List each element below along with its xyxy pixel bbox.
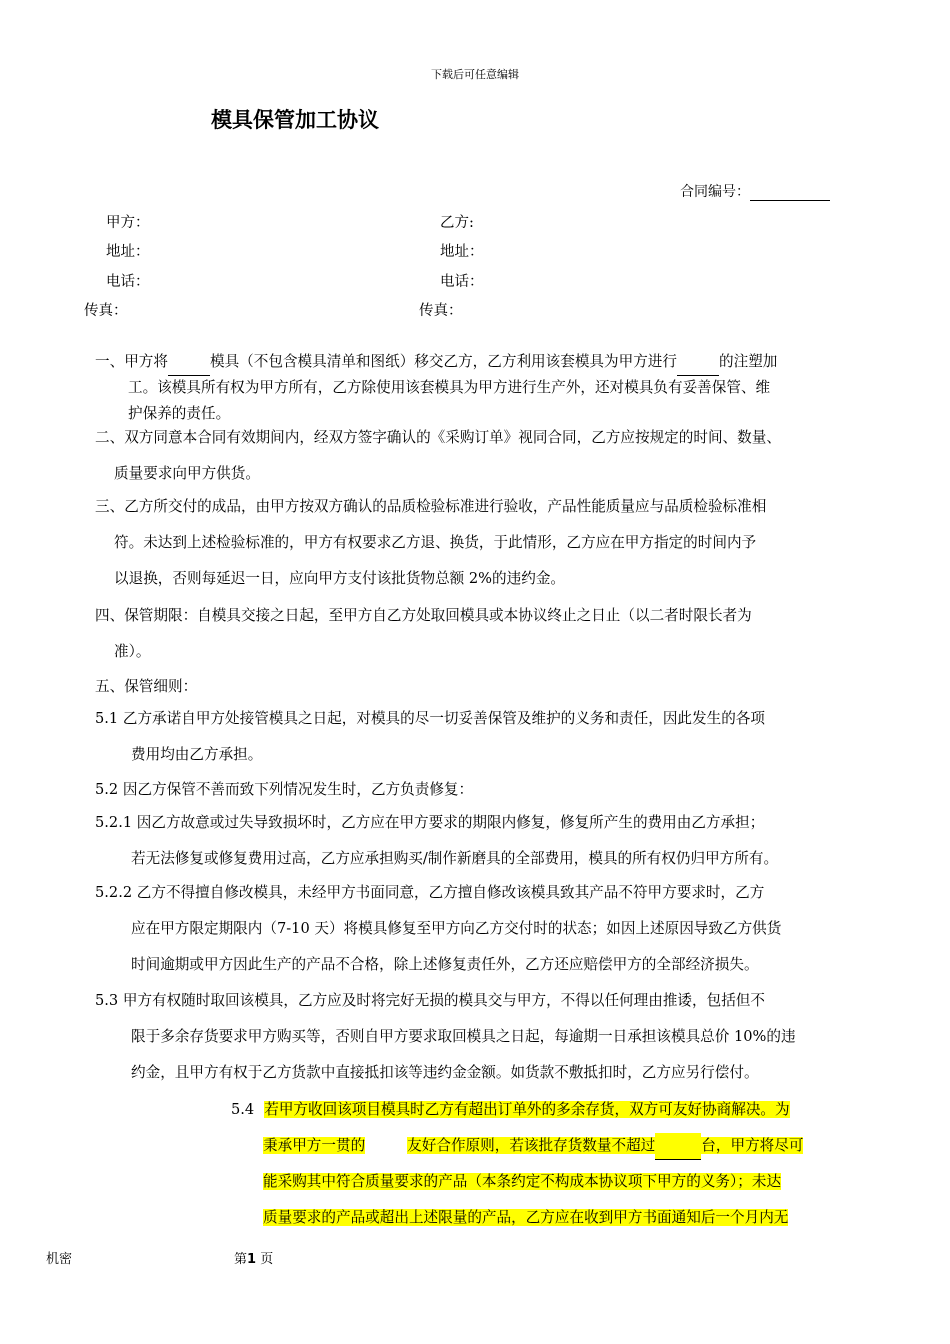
party-a-phone-label: 电话： (106, 274, 150, 290)
footer-page-number: 第1 页 (234, 1252, 274, 1267)
clause-2-line-2: 质量要求向甲方供货。 (114, 465, 260, 482)
mold-name-blank (168, 349, 210, 376)
clause-5-line-1: 五、保管细则： (95, 678, 198, 695)
clause-3-line-3: 以退换，否则每延迟一日，应向甲方支付该批货物总额 2%的违约金。 (114, 570, 566, 587)
clause-5-3-line-2: 限于多余存货要求甲方购买等，否则自甲方要求取回模具之日起，每逾期一日承担该模具总价 10%的违 (131, 1028, 796, 1045)
clause-5-4-line-3: 能采购其中符合质量要求的产品（本条约定不构成本协议项下甲方的义务）；未达 (263, 1173, 782, 1190)
clause-3 (95, 494, 766, 592)
clause-5-4-number: 5.4 (231, 1101, 255, 1118)
clause-5 (95, 674, 197, 700)
party-b-name-label: 乙方: (440, 215, 474, 231)
party-b-fax-label: 传真： (419, 303, 463, 319)
clause-5-2 (95, 777, 473, 803)
footer-confidential: 机密 (46, 1252, 73, 1267)
quantity-blank (655, 1133, 701, 1160)
contract-number-blank (750, 184, 830, 201)
header-note: 下载后可任意编辑 (431, 68, 519, 81)
clause-1-line-1: 一、甲方将 模具（不包含模具清单和图纸）移交乙方，乙方利用该套模具为甲方进行 的注塑加 (95, 349, 777, 375)
clause-5-2-2 (95, 880, 781, 978)
clause-1-line-2: 工。该模具所有权为甲方所有，乙方除使用该套模具为甲方进行生产外，还对模具负有妥善保管、维 (128, 379, 771, 396)
clause-5-2-1-line-1: 5.2.1 因乙方故意或过失导致损坏时，乙方应在甲方要求的期限内修复，修复所产生的费用由乙方承担； (95, 814, 765, 831)
clause-5-1-line-1: 5.1 乙方承诺自甲方处接管模具之日起，对模具的尽一切妥善保管及维护的义务和责任，因此发生的各项 (95, 710, 765, 727)
clause-5-2-2-line-1: 5.2.2 乙方不得擅自修改模具，未经甲方书面同意，乙方擅自修改该模具致其产品不符甲方要求时，乙方 (95, 884, 765, 901)
clause-4-line-1: 四、保管期限：自模具交接之日起，至甲方自乙方处取回模具或本协议终止之日止（以二者时限长者为 (95, 607, 752, 624)
party-b-address-label: 地址： (440, 244, 484, 260)
contract-number (680, 181, 830, 201)
clause-5-3-line-1: 5.3 甲方有权随时取回该模具，乙方应及时将完好无损的模具交与甲方，不得以任何理由推诿，包括但不 (95, 992, 765, 1009)
clause-1 (95, 349, 777, 427)
clause-2 (95, 425, 781, 487)
clause-5-3-line-3: 约金，且甲方有权于乙方货款中直接抵扣该等违约金金额。如货款不敷抵扣时，乙方应另行偿付。 (131, 1064, 759, 1081)
clause-5-4-line-4: 质量要求的产品或超出上述限量的产品，乙方应在收到甲方书面通知后一个月内无 (263, 1209, 789, 1226)
contract-number-label: 合同编号： (680, 184, 750, 200)
party-b-phone-label: 电话： (440, 274, 484, 290)
process-blank (677, 349, 719, 376)
clause-3-line-1: 三、乙方所交付的成品，由甲方按双方确认的品质检验标准进行验收，产品性能质量应与品质检验标准相 (95, 498, 767, 515)
party-a-address-label: 地址： (106, 244, 150, 260)
clause-4-line-2: 准）。 (114, 643, 151, 660)
party-a-fax-label: 传真： (84, 303, 128, 319)
clause-1-line-3: 护保养的责任。 (128, 405, 231, 422)
clause-3-line-2: 符。未达到上述检验标准的，甲方有权要求乙方退、换货，于此情形，乙方应在甲方指定的时间内予 (114, 534, 757, 551)
clause-5-4-line-1: 5.4 若甲方收回该项目模具时乙方有超出订单外的多余存货，双方可友好协商解决。为 (231, 1101, 790, 1118)
clause-5-1 (95, 706, 765, 768)
clause-5-1-line-2: 费用均由乙方承担。 (131, 746, 263, 763)
clause-5-2-1 (95, 810, 778, 872)
clause-5-4 (231, 1097, 803, 1231)
clause-2-line-1: 二、双方同意本合同有效期间内，经双方签字确认的《采购订单》视同合同，乙方应按规定的时间、数量、 (95, 429, 781, 446)
page-number: 1 (247, 1252, 257, 1267)
document-title: 模具保管加工协议 (211, 108, 379, 132)
clause-5-2-2-line-3: 时间逾期或甲方因此生产的产品不合格，除上述修复责任外，乙方还应赔偿甲方的全部经济损失。 (131, 956, 759, 973)
party-a-name-label: 甲方： (106, 215, 150, 231)
clause-5-3 (95, 988, 796, 1086)
clause-5-2-line-1: 5.2 因乙方保管不善而致下列情况发生时，乙方负责修复： (95, 781, 474, 798)
clause-5-2-2-line-2: 应在甲方限定期限内（7-10 天）将模具修复至甲方向乙方交付时的状态；如因上述原因导致乙方供货 (131, 920, 782, 937)
clause-5-4-line-2: 秉承甲方一贯的 友好合作原则，若该批存货数量不超过 台，甲方将尽可 (231, 1133, 803, 1159)
clause-4 (95, 603, 752, 665)
clause-5-2-1-line-2: 若无法修复或修复费用过高，乙方应承担购买/制作新磨具的全部费用，模具的所有权仍归甲方所有。 (131, 850, 779, 867)
